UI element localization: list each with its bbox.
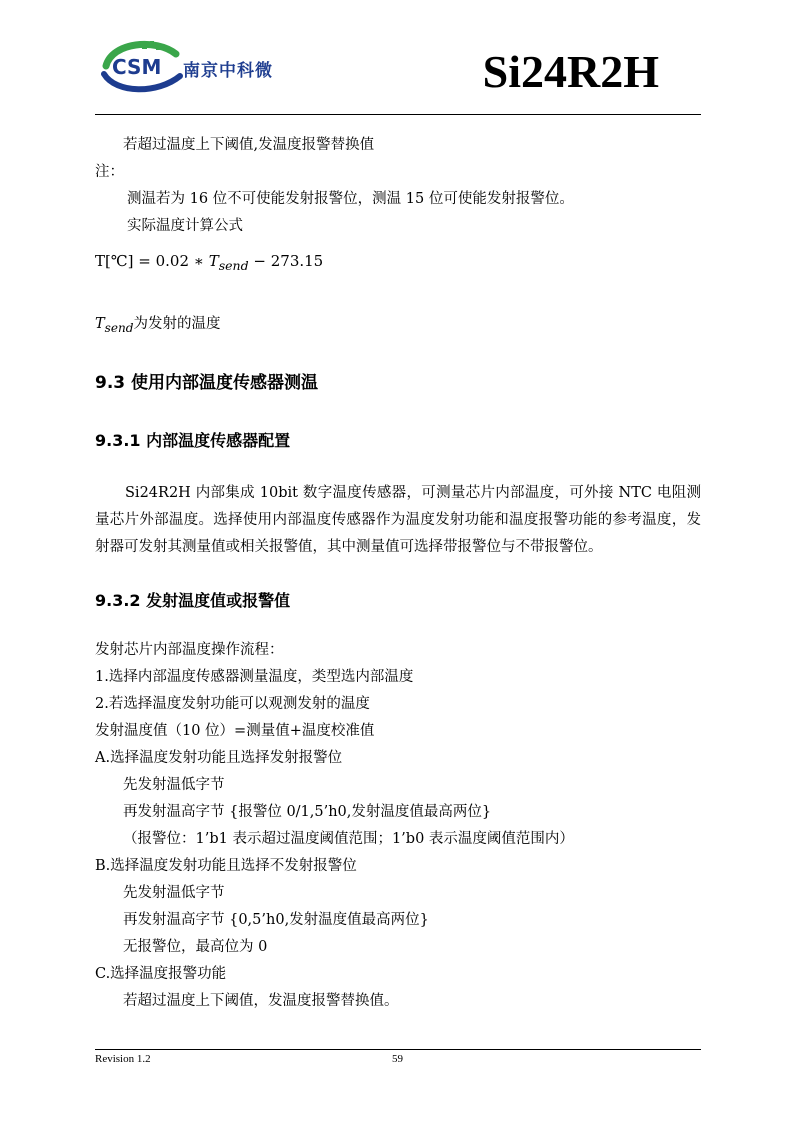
svg-text:CSM: CSM: [112, 55, 162, 79]
flow-line: C.选择温度报警功能: [95, 966, 227, 982]
section-heading-9-3-1: 9.3.1 内部温度传感器配置: [95, 431, 291, 450]
flow-line: A.选择温度发射功能且选择发射报警位: [95, 750, 343, 766]
tsend-description: $T_{send}$为发射的温度: [95, 316, 221, 335]
flow-line: 1.选择内部温度传感器测量温度，类型选内部温度: [95, 669, 414, 685]
company-name: 南京中科微: [183, 61, 273, 81]
flow-line: 2.若选择温度发射功能可以观测发射的温度: [95, 696, 370, 712]
flow-line: 再发射温高字节 {0,5’h0,发射温度值最高两位}: [123, 912, 429, 928]
temperature-formula: T[℃] = 0.02 ∗ $T_{send} - 273.15$: [95, 252, 324, 273]
revision-label: Revision 1.2: [95, 1053, 151, 1065]
flow-line: 无报警位，最高位为 0: [123, 939, 268, 955]
note-label: 注：: [95, 164, 124, 180]
note-line-2: 实际温度计算公式: [127, 218, 243, 234]
flow-line: B.选择温度发射功能且选择不发射报警位: [95, 858, 357, 874]
note-line-1: 测温若为 16 位不可使能发射报警位，测温 15 位可使能发射报警位。: [127, 191, 574, 207]
flow-line: 先发射温低字节: [123, 777, 225, 793]
flow-line: 发射芯片内部温度操作流程：: [95, 642, 284, 658]
page-number: 59: [392, 1053, 403, 1065]
section-heading-9-3-2: 9.3.2 发射温度值或报警值: [95, 591, 291, 610]
flow-line: 若超过温度上下阈值，发温度报警替换值。: [123, 993, 399, 1009]
text-line: 若超过温度上下阈值,发温度报警替换值: [123, 137, 375, 153]
page-footer: [95, 1049, 701, 1070]
model-title: Si24R2H: [482, 46, 659, 97]
flow-line: 发射温度值（10 位）=测量值+温度校准值: [95, 723, 375, 739]
section-heading-9-3: 9.3 使用内部温度传感器测温: [95, 373, 319, 393]
section-paragraph-9-3-1: Si24R2H 内部集成 10bit 数字温度传感器，可测量芯片内部温度，可外接 NTC 电阻测量芯片外部温度。选择使用内部温度传感器作为温度发射功能和温度报警功能的参考温度，发射器可发射其测量值或相关报警值，其中测量值可选择带报警位与不带报警位。: [95, 485, 701, 555]
flow-line: 先发射温低字节: [123, 885, 225, 901]
page-header: [95, 30, 701, 115]
flow-line: （报警位：1’b1 表示超过温度阈值范围；1’b0 表示温度阈值范围内）: [123, 831, 574, 847]
flow-line: 再发射温高字节 {报警位 0/1,5’h0,发射温度值最高两位}: [123, 804, 492, 820]
